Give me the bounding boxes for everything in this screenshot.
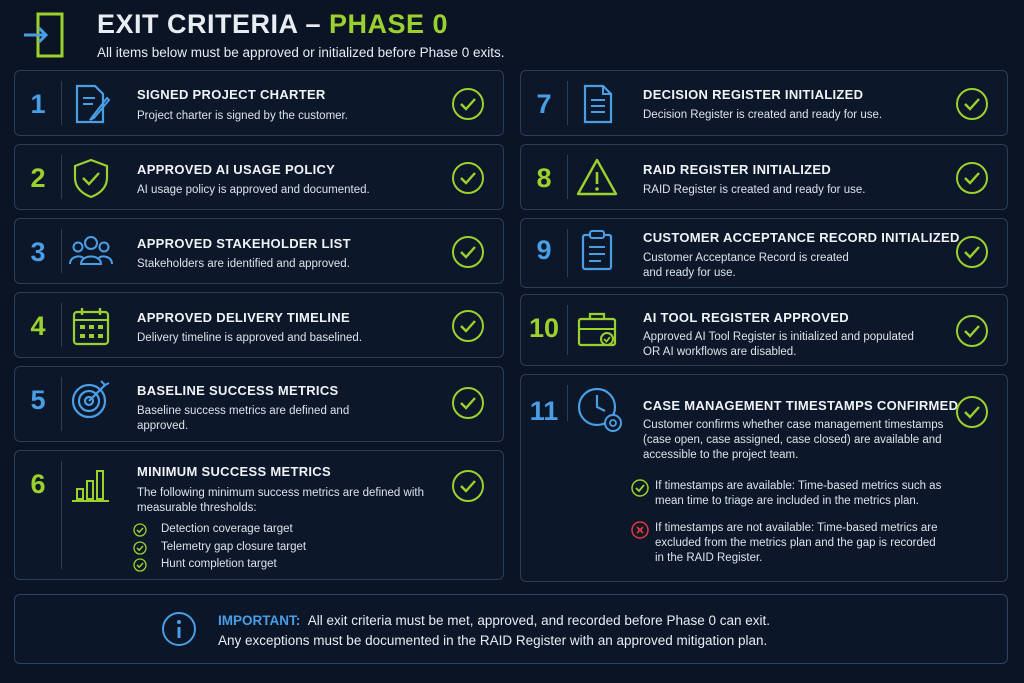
small-check-icon: [631, 479, 649, 497]
calendar-icon: [69, 304, 113, 348]
document-icon: [575, 82, 619, 126]
criterion-title: RAID REGISTER INITIALIZED: [643, 162, 832, 177]
note-line: mean time to triage are included in the metrics plan.: [655, 495, 919, 507]
check-circle-icon: [955, 87, 989, 121]
criterion-card-2: [14, 144, 504, 210]
criterion-number: 2: [30, 163, 46, 193]
small-check-icon: [133, 523, 147, 537]
criterion-title: MINIMUM SUCCESS METRICS: [137, 464, 331, 479]
criterion-title: APPROVED DELIVERY TIMELINE: [137, 310, 350, 325]
criterion-desc: Customer confirms whether case management timestamps: [643, 419, 944, 431]
important-text: All exit criteria must be met, approved, and recorded before Phase 0 can exit.: [307, 613, 771, 628]
criterion-card-3: [14, 218, 504, 284]
check-circle-icon: [955, 235, 989, 269]
note-line: If timestamps are available: Time-based metrics such as: [655, 480, 942, 492]
shield-check-icon: [69, 156, 113, 200]
criterion-desc: Stakeholders are identified and approved.: [137, 258, 350, 270]
criterion-desc: (case open, case assigned, case closed) are available and: [643, 434, 942, 446]
criterion-desc: OR AI workflows are disabled.: [643, 346, 797, 358]
timestamp-note-available: [655, 479, 941, 509]
criterion-title: SIGNED PROJECT CHARTER: [137, 87, 326, 102]
check-circle-icon: [451, 161, 485, 195]
check-circle-icon: [955, 314, 989, 348]
important-label: IMPORTANT:: [218, 613, 301, 628]
criterion-desc: Baseline success metrics are defined and: [137, 405, 350, 417]
criterion-number: 5: [30, 385, 46, 415]
criterion-number: 6: [30, 469, 46, 499]
check-circle-icon: [451, 235, 485, 269]
criterion-number: 1: [30, 89, 46, 119]
criterion-card-6: [14, 450, 504, 580]
timestamp-note-unavailable: [655, 521, 938, 566]
target-icon: [69, 377, 113, 421]
criterion-title: DECISION REGISTER INITIALIZED: [643, 87, 864, 102]
metric-item-label: Detection coverage target: [161, 523, 293, 535]
criterion-card-4: [14, 292, 504, 358]
criterion-desc: The following minimum success metrics are defined with: [137, 487, 424, 499]
check-circle-icon: [451, 469, 485, 503]
note-line: excluded from the metrics plan and the gap is recorded: [655, 537, 936, 549]
page-subtitle: All items below must be approved or initialized before Phase 0 exits.: [97, 45, 505, 60]
criterion-desc: Decision Register is created and ready for use.: [643, 109, 883, 121]
important-notice: [14, 594, 1008, 664]
criterion-desc: Customer Acceptance Record is created: [643, 252, 849, 264]
criterion-card-7: [520, 70, 1008, 136]
exit-door-icon: [22, 12, 66, 58]
title-prefix: EXIT CRITERIA –: [97, 9, 330, 39]
metric-item-label: Telemetry gap closure target: [161, 541, 307, 553]
criterion-title: BASELINE SUCCESS METRICS: [137, 383, 339, 398]
criterion-title: CUSTOMER ACCEPTANCE RECORD INITIALIZED: [643, 230, 960, 245]
criterion-desc: AI usage policy is approved and documented.: [137, 184, 370, 196]
criterion-card-5: [14, 366, 504, 442]
criterion-number: 7: [536, 89, 552, 119]
criterion-number: 9: [536, 235, 552, 265]
check-circle-icon: [451, 309, 485, 343]
people-group-icon: [69, 230, 113, 274]
check-circle-icon: [451, 87, 485, 121]
metric-item-label: Hunt completion target: [161, 558, 277, 570]
criterion-number: 8: [536, 163, 552, 193]
criterion-desc: approved.: [137, 420, 189, 432]
criterion-number: 3: [30, 237, 46, 267]
criterion-desc: and ready for use.: [643, 267, 736, 279]
criterion-desc: RAID Register is created and ready for use.: [643, 184, 866, 196]
criterion-desc: Approved AI Tool Register is initialized and populated: [643, 331, 914, 343]
small-check-icon: [133, 558, 147, 572]
toolbox-icon: [575, 307, 619, 351]
error-cross-icon: [631, 521, 649, 539]
criterion-desc: accessible to the project team.: [643, 449, 799, 461]
small-check-icon: [133, 541, 147, 555]
criterion-card-8: [520, 144, 1008, 210]
criterion-desc: Project charter is signed by the customer.: [137, 110, 348, 122]
check-circle-icon: [451, 386, 485, 420]
note-line: If timestamps are not available: Time-based metrics are: [655, 522, 938, 534]
important-line-1: [218, 613, 770, 628]
criterion-desc: measurable thresholds:: [137, 502, 257, 514]
info-icon: [161, 611, 197, 647]
bar-chart-icon: [69, 461, 113, 505]
criterion-title: APPROVED AI USAGE POLICY: [137, 162, 336, 177]
criterion-number: 4: [30, 311, 46, 341]
criterion-desc: Delivery timeline is approved and baselined.: [137, 332, 363, 344]
page-title: [97, 9, 448, 40]
criterion-title: CASE MANAGEMENT TIMESTAMPS CONFIRMED: [643, 398, 959, 413]
check-circle-icon: [955, 395, 989, 429]
warning-icon: [575, 156, 619, 200]
note-line: in the RAID Register.: [655, 552, 763, 564]
criterion-number: 11: [529, 396, 559, 426]
document-edit-icon: [69, 82, 113, 126]
criterion-card-1: [14, 70, 504, 136]
criterion-title: APPROVED STAKEHOLDER LIST: [137, 236, 351, 251]
clock-gear-icon: [575, 385, 625, 435]
important-line-2: Any exceptions must be documented in the RAID Register with an approved mitigation plan.: [218, 633, 768, 648]
clipboard-icon: [575, 228, 619, 272]
check-circle-icon: [955, 161, 989, 195]
criterion-card-11: [520, 374, 1008, 582]
criterion-card-9: [520, 218, 1008, 288]
criterion-card-10: [520, 294, 1008, 366]
criterion-number: 10: [528, 313, 560, 343]
title-highlight: PHASE 0: [329, 9, 449, 39]
criterion-title: AI TOOL REGISTER APPROVED: [643, 310, 849, 325]
